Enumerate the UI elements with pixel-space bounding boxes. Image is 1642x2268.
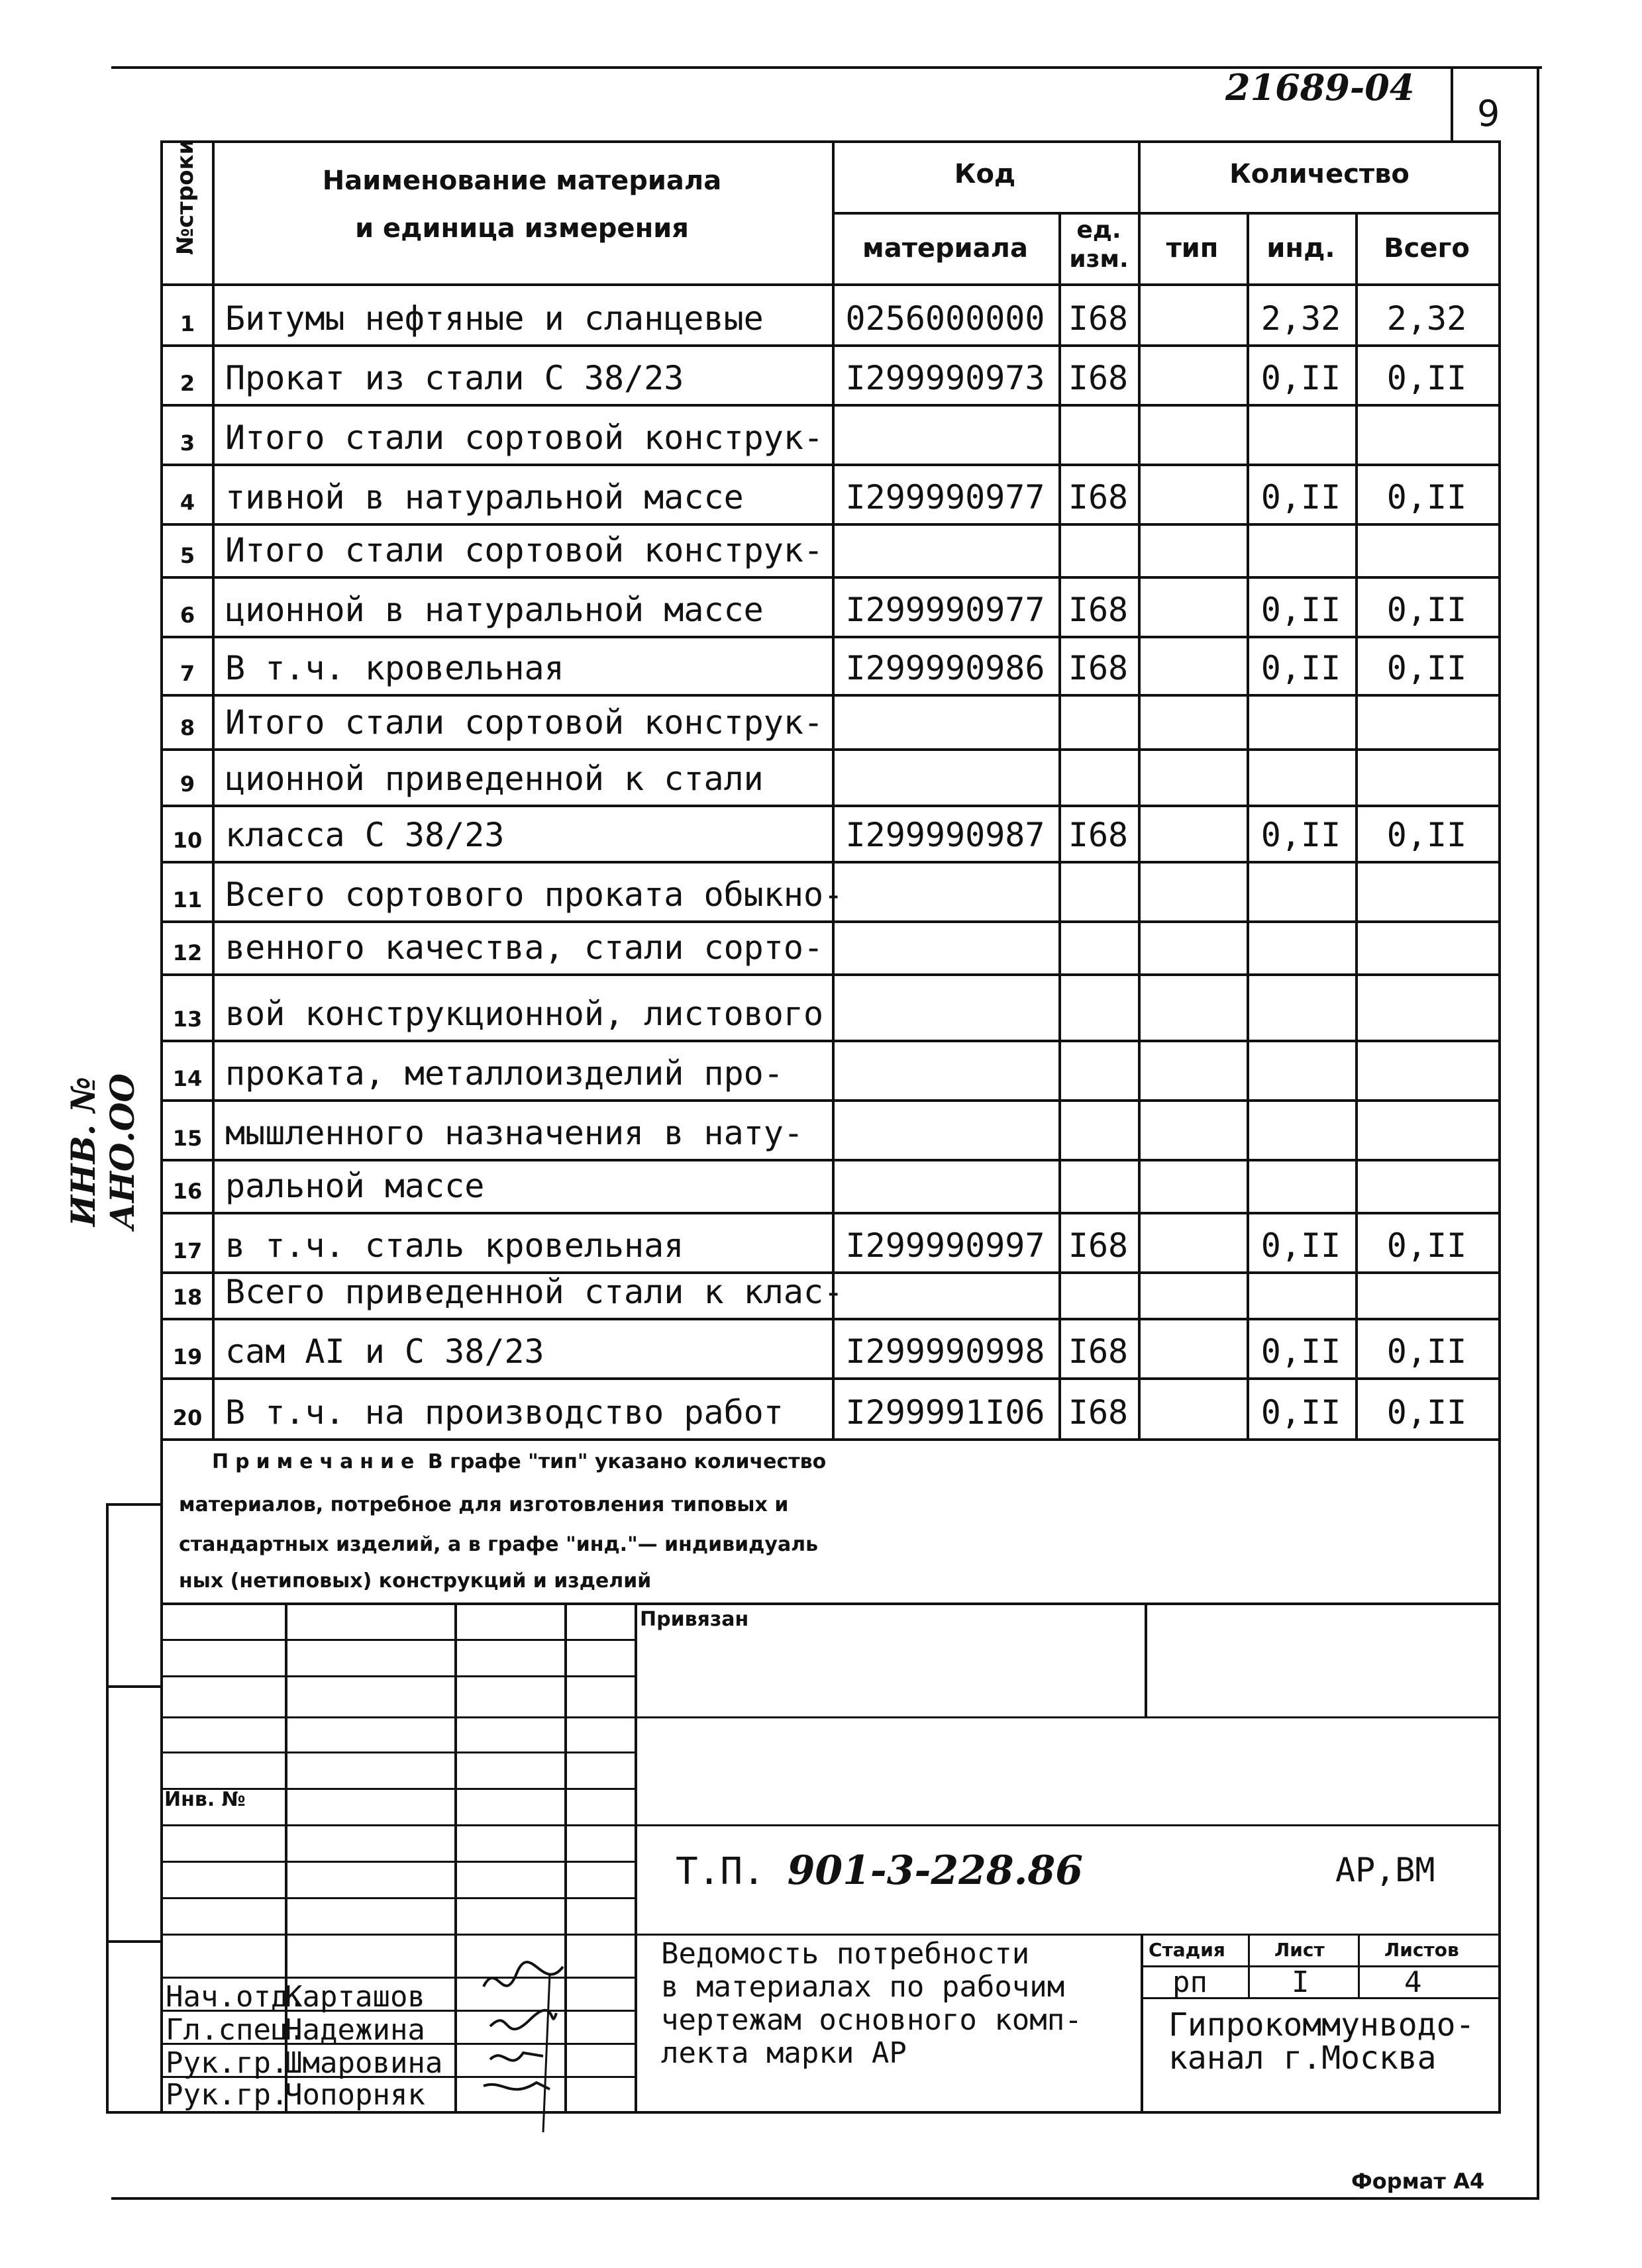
row-line — [160, 576, 1501, 579]
table-top — [160, 140, 1501, 143]
row-code: I299990977 — [845, 478, 1045, 517]
row-line — [160, 404, 1501, 407]
row-unit: I68 — [1068, 478, 1129, 517]
row-code: I299990997 — [845, 1226, 1045, 1265]
row-total: 0,II — [1386, 1332, 1467, 1371]
row-line — [160, 805, 1501, 807]
row-number: 4 — [180, 490, 195, 515]
row-unit: I68 — [1068, 816, 1129, 854]
stage-label: Стадия — [1149, 1939, 1225, 1961]
title-sep — [1141, 1934, 1143, 2111]
signature-2 — [490, 2010, 556, 2030]
signer-3-name: Шмаровина — [285, 2046, 443, 2080]
note-text-1: В графе "тип" указано количество — [427, 1450, 827, 1473]
row-number: 20 — [172, 1405, 203, 1430]
row-line — [160, 1099, 1501, 1102]
signer-2-role: Гл.спец. — [166, 2013, 306, 2047]
col-line-type — [1138, 140, 1141, 1438]
row-number: 3 — [180, 430, 195, 456]
row-line — [160, 920, 1501, 923]
doc-code-number: 901-3-228.86 — [787, 1848, 1084, 1894]
note-label: Примечание — [212, 1450, 421, 1473]
row-line — [160, 1377, 1501, 1380]
doc-code-prefix: Т.П. — [676, 1850, 765, 1893]
col-line-right — [1498, 140, 1501, 2111]
row-ind: 0,II — [1260, 1226, 1341, 1265]
row-total: 0,II — [1386, 359, 1467, 397]
header-qty-total: Всего — [1384, 233, 1470, 264]
row-number: 15 — [172, 1126, 203, 1151]
row-ind: 0,II — [1260, 1332, 1341, 1371]
row-unit: I68 — [1068, 1332, 1129, 1371]
row-line — [160, 973, 1501, 976]
signer-1-role: Нач.отд. — [166, 1980, 306, 2014]
inv-no-label: Инв. № — [164, 1788, 246, 1811]
stamp-row-6 — [160, 1824, 1501, 1826]
row-total: 0,II — [1386, 649, 1467, 687]
row-number: 12 — [172, 940, 203, 965]
stamp-row-7 — [160, 1861, 635, 1863]
signer-1-name: Карташов — [285, 1980, 425, 2014]
doc-mark: АР,ВМ — [1335, 1851, 1435, 1889]
row-number: 8 — [180, 715, 195, 740]
row-number: 5 — [180, 543, 195, 568]
stamp-top — [160, 1602, 1501, 1605]
row-name: ционной приведенной к стали — [225, 760, 764, 798]
header-mid — [832, 212, 1501, 215]
row-number: 13 — [172, 1007, 203, 1032]
header-code: Код — [954, 159, 1016, 189]
note-line2: материалов, потребное для изготовления типовых и — [179, 1493, 789, 1516]
format-label: Формат А4 — [1351, 2169, 1485, 2194]
stage-value: рп — [1172, 1965, 1207, 1999]
row-name: вой конструкционной, листового — [225, 995, 824, 1033]
row-ind: 0,II — [1260, 478, 1341, 517]
row-name: Всего сортового проката обыкно- — [225, 875, 844, 914]
doc-title-line1: Ведомость потребности — [661, 1937, 1030, 1971]
col-line-num — [212, 140, 215, 1438]
row-number: 16 — [172, 1179, 203, 1204]
row-number: 14 — [172, 1066, 203, 1091]
row-line — [160, 1318, 1501, 1320]
row-name: класса С 38/23 — [225, 816, 505, 854]
col-line-left — [160, 140, 163, 2111]
row-name: проката, металлоизделий про- — [225, 1054, 784, 1093]
signature-scribbles — [464, 1947, 596, 2139]
row-line — [160, 1159, 1501, 1161]
row-name: Итого стали сортовой конструк- — [225, 703, 824, 742]
signer-4-name: Чопорняк — [285, 2078, 425, 2112]
row-line — [160, 861, 1501, 863]
row-unit: I68 — [1068, 1393, 1129, 1432]
header-bottom — [160, 283, 1501, 286]
row-number: 17 — [172, 1238, 203, 1263]
row-total: 0,II — [1386, 1393, 1467, 1432]
row-name: ральной массе — [225, 1167, 485, 1205]
header-qty-type: тип — [1166, 233, 1219, 264]
row-name: В т.ч. кровельная — [225, 649, 564, 687]
row-name: мышленного назначения в нату- — [225, 1114, 803, 1152]
row-number: 18 — [172, 1285, 203, 1310]
row-number: 1 — [180, 311, 195, 336]
header-code-material: материала — [862, 233, 1028, 264]
row-line — [160, 464, 1501, 466]
sheet-ref: 21689-04 — [1225, 66, 1415, 109]
row-ind: 2,32 — [1260, 299, 1341, 338]
row-line — [160, 1212, 1501, 1214]
privyazan-right — [1145, 1602, 1147, 1716]
row-total: 0,II — [1386, 591, 1467, 629]
row-number: 11 — [172, 887, 203, 912]
sheet-label: Лист — [1274, 1939, 1325, 1961]
doc-title-line3: чертежам основного комп- — [661, 2003, 1082, 2037]
row-line — [160, 694, 1501, 697]
page-number-box-left — [1451, 66, 1453, 140]
row-name: Итого стали сортовой конструк- — [225, 419, 824, 457]
row-line — [160, 636, 1501, 638]
row-total: 2,32 — [1386, 299, 1467, 338]
privyazan-label: Привязан — [640, 1608, 749, 1631]
row-number: 6 — [180, 603, 195, 628]
row-name: Прокат из стали С 38/23 — [225, 359, 684, 397]
row-name: Всего приведенной стали к клас- — [225, 1273, 844, 1311]
row-name: сам АI и С 38/23 — [225, 1332, 544, 1371]
sheet-value: I — [1292, 1965, 1309, 1999]
header-name-line1: Наименование материала — [322, 166, 722, 196]
row-number: 9 — [180, 771, 195, 797]
row-total: 0,II — [1386, 816, 1467, 854]
row-unit: I68 — [1068, 591, 1129, 629]
stamp-row-3 — [160, 1716, 1501, 1718]
sheets-value: 4 — [1404, 1965, 1422, 1999]
row-code: I299991I06 — [845, 1393, 1045, 1432]
header-name-line2: и единица измерения — [355, 213, 689, 244]
row-code: I299990986 — [845, 649, 1045, 687]
sheets-label: Листов — [1384, 1939, 1459, 1961]
row-unit: I68 — [1068, 1226, 1129, 1265]
row-total: 0,II — [1386, 478, 1467, 517]
right-border — [1537, 66, 1539, 2198]
note-line1 — [212, 1450, 826, 1473]
doc-title-line4: лекта марки АР — [661, 2036, 907, 2070]
row-code: I299990973 — [845, 359, 1045, 397]
side-stamp: ИНВ. № АНО.ОО — [64, 1073, 142, 1230]
row-line — [160, 523, 1501, 526]
row-line — [160, 748, 1501, 751]
row-total: 0,II — [1386, 1226, 1467, 1265]
margin-lower-short — [106, 1940, 162, 1943]
row-name: тивной в натуральной массе — [225, 478, 744, 517]
left-margin-line — [106, 1503, 109, 2112]
row-code: I299990987 — [845, 816, 1045, 854]
row-name: в т.ч. сталь кровельная — [225, 1226, 684, 1265]
row-name: ционной в натуральной массе — [225, 591, 764, 629]
row-name: В т.ч. на производство работ — [225, 1393, 784, 1432]
signer-3-role: Рук.гр. — [166, 2046, 289, 2080]
stamp-col-d — [635, 1602, 637, 2111]
stamp-row-8 — [160, 1897, 635, 1899]
row-code: I299990998 — [845, 1332, 1045, 1371]
org-line2: канал г.Москва — [1168, 2040, 1437, 2077]
row-number: 7 — [180, 661, 195, 686]
page-number: 9 — [1477, 93, 1500, 134]
row-line — [160, 1438, 1501, 1441]
signer-4-role: Рук.гр. — [166, 2078, 289, 2112]
margin-top-short — [106, 1503, 162, 1506]
doc-code — [676, 1848, 1083, 1894]
row-name: Итого стали сортовой конструк- — [225, 531, 824, 569]
header-quantity: Количество — [1229, 159, 1410, 189]
row-unit: I68 — [1068, 649, 1129, 687]
row-code: 0256000000 — [845, 299, 1045, 338]
stamp-col-b — [454, 1602, 457, 2111]
row-name: венного качества, стали сорто- — [225, 928, 824, 967]
signature-4 — [484, 2083, 550, 2089]
row-number: 10 — [172, 828, 203, 853]
row-number: 19 — [172, 1344, 203, 1369]
row-ind: 0,II — [1260, 591, 1341, 629]
signature-1 — [484, 1962, 563, 1987]
header-qty-ind: инд. — [1266, 233, 1335, 264]
row-name: Битумы нефтяные и сланцевые — [225, 299, 764, 338]
stage-col-2 — [1358, 1934, 1360, 1997]
row-ind: 0,II — [1260, 649, 1341, 687]
row-unit: I68 — [1068, 359, 1129, 397]
org-line1: Гипрокоммунводо- — [1168, 2006, 1475, 2044]
stamp-row-9 — [160, 1934, 1501, 1936]
stamp-row-4 — [160, 1751, 635, 1753]
stamp-row-1 — [160, 1639, 635, 1641]
row-ind: 0,II — [1260, 359, 1341, 397]
doc-title-line2: в материалах по рабочим — [661, 1970, 1065, 2004]
note-line3: стандартных изделий, а в графе "инд."— индивидуаль — [179, 1533, 819, 1556]
note-line4: ных (нетиповых) конструкций и изделий — [179, 1569, 652, 1593]
row-line — [160, 344, 1501, 347]
signature-tail — [543, 1973, 550, 2132]
row-line — [160, 1040, 1501, 1042]
stamp-row-2 — [160, 1675, 635, 1677]
row-ind: 0,II — [1260, 1393, 1341, 1432]
col-line-code — [832, 140, 835, 1438]
header-code-unit: ед. изм. — [1069, 217, 1129, 273]
header-row-no: №строки — [172, 138, 199, 255]
row-ind: 0,II — [1260, 816, 1341, 854]
signature-3 — [490, 2053, 543, 2061]
row-unit: I68 — [1068, 299, 1129, 338]
signer-2-name: Надежина — [285, 2013, 425, 2047]
row-code: I299990977 — [845, 591, 1045, 629]
margin-mid-short — [106, 1685, 162, 1688]
row-number: 2 — [180, 371, 195, 396]
stage-col-1 — [1248, 1934, 1250, 1997]
bottom-border — [111, 2197, 1539, 2200]
